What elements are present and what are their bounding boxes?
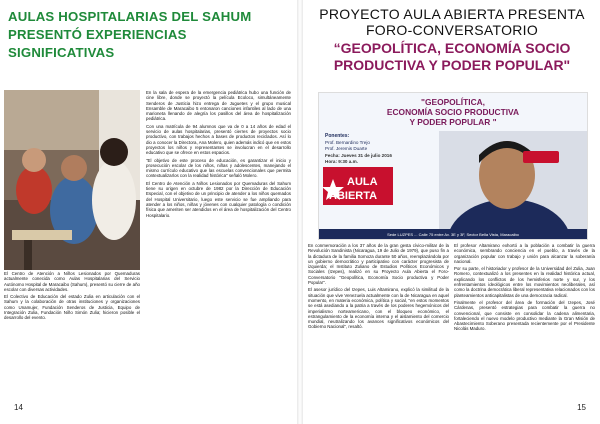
right-paragraph-3: El profesor Altamirano exhortó a la población a combatir la guerra económica, sembrando conciencia en el pueblo, a través de la organización popular con trabajo y unión para alcanzar la soberanía nacional. (454, 243, 595, 264)
left-article-column (146, 90, 291, 220)
poster-speaker-1: Prof. Bernardino Trejo (325, 140, 370, 145)
left-caption (4, 271, 140, 323)
event-poster (318, 92, 588, 240)
poster-footer: Sede LUZPES ... Calle 75 entre Av. 3E y 3F, Sector Bella Vista, Maracaibo (387, 232, 519, 237)
right-paragraph-4: Por su parte, el historiador y profesor de la Universidad del Zulia, Juan Romero, contextualizó a los presentes en la realidad histórica actual, explicando los conflictos de los hemisferios norte y sur, y los enfrentamientos ideológicos entre los movimientos neoliberales, así como la doctrina democrática liberal representativa relacionados con los planteamientos anticapitalistas de una democracia radical. (454, 266, 595, 298)
right-subtitle-line1: “GEOPOLÍTICA, ECONOMÍA SOCIO (333, 40, 571, 56)
left-paragraph-1: En la sala de espera de la emergencia pediátrica hubo una función de cine libre, donde se proyectó la película Ecoloco, simultáneamente Senderos de Justicia hizo entrega de Juguetes y el grupo musical Ensamble de Maracaibo 5 entonaron canciones infantiles al lado de una marioneta llenando de alegría los pasillos del área de hospitalización pediátrica. (146, 90, 291, 122)
left-title-line3: SIGNIFICATIVAS (8, 45, 115, 60)
page-number-left: 14 (14, 403, 23, 412)
right-paragraph-1: En conmemoración a los 37 años de la gran gesta cívico-militar de la Revolución Sandinista (Nicaragua, 19 de Julio de 1979), que puso fin a la dictadura de la familia Somoza durante 50 años, reemplazándola por un gobierno democrático y participativo con carácter progresista de izquierda; el Instituto Zuliano de Estudios Políticos Económicos y Sociales (Izepes), realizó en su Proyecto Aula Abierta el Foro-Conversatorio "Geopolítica, Economía Socio productiva y Poder Popular". (308, 243, 449, 286)
poster-date: Fecha: Jueves 31 de julio 2016 (325, 153, 392, 158)
poster-brand-line1: AULA (347, 176, 378, 188)
poster-brand-line2: ABIERTA (329, 190, 378, 202)
left-article-title (8, 8, 288, 62)
poster-ponentes-label: Ponentes: (325, 133, 350, 139)
poster-time: Hora: 9:30 a.m. (325, 159, 358, 164)
poster-heading-line1: "GEOPOLÍTICA, (421, 97, 485, 107)
right-subtitle-line2: PRODUCTIVA Y PODER POPULAR" (333, 57, 571, 73)
left-paragraph-2: Con una matrícula de 94 alumnos que va de 0 a 14 años de edad el servicio de aulas hospitalarias, presentó cierres de proyectos socio productivo, con trabajos hechos a bases de productos reciclados. Así lo dio a conocer la Directora, Ana Molero, quien además indicó que en estos proyectos los niños y representantes se involucran en el desarrollo educativo que se ofrece en estos espacios. (146, 123, 291, 156)
right-article-title (310, 6, 594, 38)
hospital-classroom-photo (4, 90, 140, 270)
right-article-column-2 (454, 243, 595, 334)
page-gutter (297, 0, 303, 424)
left-page (0, 0, 296, 424)
right-article-subtitle (310, 40, 594, 74)
left-title-line2: PRESENTÓ EXPERIENCIAS (8, 27, 187, 42)
left-title-line1: AULAS HOSPITALARIAS DEL SAHUM (8, 9, 252, 24)
left-paragraph-4: El Centro de Atención a Niños Lesionados por Quemaduras del Sahum tiene su origen en octubre de 1982 por la Dirección de Educación Especial, con el objetivo de un principio de atender a los niños quemados del Hospital Universitario, luego este servicio se fue ampliando para atender a los niños, niñas y jóvenes con cualquier patología o condición física que ameriten ser atendidos en el área de hospitalización del Centro Hospitalario. (146, 180, 291, 218)
right-paragraph-5: Finalmente el profesor del área de formación del Izepes, José Cárdenas, presentó estrategias para combatir la guerra no convencional, que consiste en consolidar la cadena alimentaria, fortaleciendo el nuevo modelo productivo mediante la Gran Misión de Abastecimiento Soberano presentada recientemente por el Presidente Nicolás Maduro. (454, 299, 595, 332)
poster-heading-line3: Y PODER POPULAR " (409, 117, 497, 127)
photo-illustration (4, 90, 140, 270)
page-number-right: 15 (577, 403, 586, 412)
poster-artwork (319, 93, 587, 239)
right-title-line2: FORO-CONVERSATORIO (365, 22, 539, 38)
left-caption-paragraph-1: El Centro de Atención a Niños Lesionados por Quemaduras actualmente conecida como Aulas Hospitalarias del Servicio Autónomo Hospital de Maracaibo (Sahum), presentó su cierre de año escolar con diversas actividades. (4, 271, 140, 292)
red-beret-icon (523, 151, 559, 163)
right-paragraph-2: El asesor jurídico del Izepes, Luis Altamirano, explicó la similitud de la situación que vive Venezuela actualmente con la de Nicaragua en aquel momento, en materia económica, política y social, "en estos momentos se está asediando a la patria a través de los poderes hegemónicos del imperialismo norteamericano, con el bloqueo económico, el estrangulamiento de la economía interna y el aislamiento del comercio mundial, neutralizando los avances significativos económicos del Gobierno Nacional", resaltó. (308, 287, 449, 330)
poster-heading-line2: ECONOMÍA SOCIO PRODUCTIVA (386, 107, 520, 117)
left-caption-paragraph-2: El Colectivo de Educación del estado Zulia en articulación con el Sahum y la colaboración de otras instituciones y organizaciones como Unamujer, Fundación Senderos de Justicia, Equipo de Integración Zulia, Fundación Niño Simón Zulia; hicieron posible el desarrollo del evento. (4, 294, 140, 321)
right-title-line1: PROYECTO AULA ABIERTA PRESENTA (319, 6, 585, 22)
poster-speaker-2: Prof. Jeremis Duarte (325, 146, 368, 151)
right-article-column-1 (308, 243, 449, 332)
left-paragraph-3: "El objetivo de este proceso de educación, es garantizar el inicio y prosecución escolar de los niños, niñas y adolescentes, manejando el mismo currículo educativo que las escuelas convencionales que permita contextualizarlos con la realidad histórica" señaló Molero. (146, 157, 291, 179)
right-page (304, 0, 600, 424)
